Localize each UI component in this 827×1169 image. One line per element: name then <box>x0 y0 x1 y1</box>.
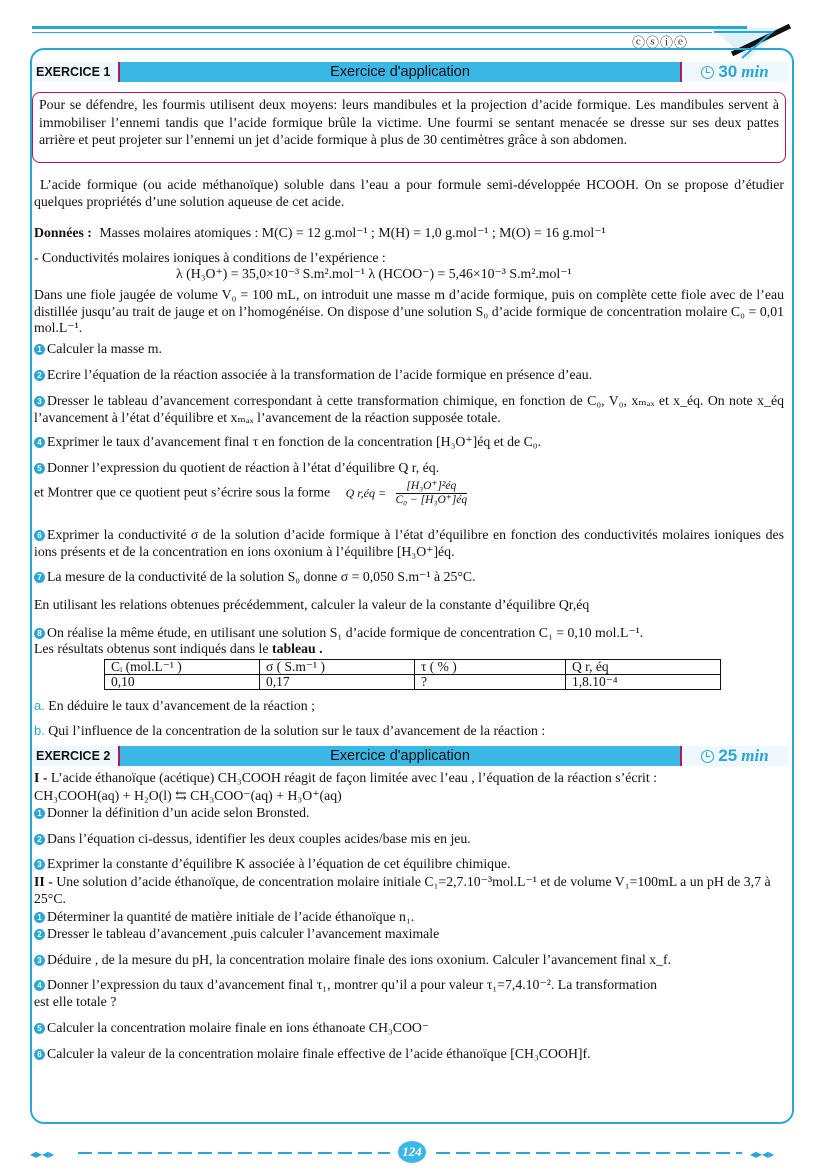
cond-title: - Conductivités molaires ioniques à conditions de l’expérience : <box>34 250 386 265</box>
part-II-label: II - <box>34 874 53 889</box>
table-cell: 0,10 <box>105 675 260 690</box>
header-rule <box>32 26 747 29</box>
bullet-6-icon: 6 <box>34 530 45 541</box>
bullet-1-icon: 1 <box>34 344 45 355</box>
bullet-3-icon: 3 <box>34 859 45 870</box>
question-4-text: Exprimer le taux d’avancement final τ en fonction de la concentration [H₃O⁺]éq et de C₀. <box>47 434 542 449</box>
masses-text: Masses molaires atomiques : M(C) = 12 g.mol⁻¹ ; M(H) = 1,0 g.mol⁻¹ ; M(O) = 16 g.mol⁻¹ <box>99 225 606 240</box>
time-value: 25 <box>718 746 738 765</box>
results-table <box>104 659 721 690</box>
ex2-part-2 <box>34 874 784 907</box>
clock-icon <box>701 750 714 763</box>
ex2-question-3-text: Exprimer la constante d’équilibre K associée à l’équation de cet équilibre chimique. <box>47 856 511 871</box>
footer-arrows-right-icon: ◂▸◂▸ <box>750 1147 775 1161</box>
ex2-equation: CH₃COOH(aq) + H₂O(l) ⇆ CH₃COO⁻(aq) + H₃O⁺(aq) <box>34 788 342 803</box>
bullet-3-icon: 3 <box>34 396 45 407</box>
question-1 <box>34 341 784 358</box>
question-2-text: Ecrire l’équation de la réaction associée à la transformation de l’acide formique en présence d’eau. <box>47 367 593 382</box>
footer-rule-right <box>436 1152 742 1154</box>
ex2-question-II-1 <box>34 909 784 926</box>
bullet-4-icon: 4 <box>34 980 45 991</box>
part-II-text: Une solution d’acide éthanoïque, de concentration molaire initiale C₁=2,7.10⁻³mol.L⁻¹ et de volume V₁=100mL a un pH de 3,7 à 25°C. <box>34 874 771 906</box>
bullet-7-icon: 7 <box>34 572 45 583</box>
table-header-cell: σ ( S.m⁻¹ ) <box>260 660 415 675</box>
ex1-donnees <box>34 225 784 242</box>
item-a-marker: a. <box>34 698 45 713</box>
cond-values: λ (H₃O⁺) = 35,0×10⁻³ S.m².mol⁻¹ λ (HCOO⁻) = 5,46×10⁻³ S.m².mol⁻¹ <box>176 266 572 281</box>
footer-arrows-left-icon: ◂▸◂▸ <box>30 1147 55 1161</box>
table-cell: ? <box>415 675 566 690</box>
question-5 <box>34 460 784 477</box>
question-4 <box>34 434 784 451</box>
footer-rule-left <box>78 1152 390 1154</box>
bullet-2-icon: 2 <box>34 929 45 940</box>
exercise-1-header <box>32 62 788 82</box>
exercise-1-time <box>680 62 788 82</box>
bullet-4-icon: 4 <box>34 437 45 448</box>
time-value: 30 <box>718 62 738 81</box>
ex2-question-II-3 <box>34 952 784 969</box>
question-6 <box>34 527 784 560</box>
ex2-question-2 <box>34 831 784 848</box>
formula-lhs: Q r,éq = <box>345 486 387 501</box>
table-header-cell: Cᵢ (mol.L⁻¹ ) <box>105 660 260 675</box>
exercise-1-intro-box: Pour se défendre, les fourmis utilisent deux moyens: leurs mandibules et la projection d’acide formique. Les mandibules servent à immobiliser l’ennemi tandis que l’acide formique brûle la victime. Une fourmi se sentant menacée se dresse sur ses deux pattes arrière et peut projeter sur l’ennemi un jet d’acide formique à plus de 30 centimètres grâce à son abdomen. <box>32 92 786 163</box>
part-I-label: I - <box>34 770 48 785</box>
table-header-row <box>105 660 721 675</box>
question-8b-bold: tableau . <box>271 641 323 656</box>
exercise-2-time <box>680 746 788 766</box>
formula-denominator: C₀ − [H₃O⁺]éq <box>395 494 468 506</box>
table-cell: 1,8.10⁻⁴ <box>566 675 721 690</box>
bullet-2-icon: 2 <box>34 370 45 381</box>
question-5b-text: et Montrer que ce quotient peut s’écrire sous la forme <box>34 484 331 500</box>
donnees-label: Données : <box>34 225 92 240</box>
ex2-question-II-3-text: Déduire , de la mesure du pH, la concentration molaire finale des ions oxonium. Calculer l’avancement final x_f. <box>47 952 672 967</box>
question-a <box>34 698 784 715</box>
table-header-cell: τ ( % ) <box>415 660 566 675</box>
question-8b-text: Les résultats obtenus sont indiqués dans le <box>34 641 269 656</box>
bullet-5-icon: 5 <box>34 463 45 474</box>
ex2-question-3 <box>34 856 784 873</box>
page-number: 124 <box>398 1141 426 1163</box>
ex2-question-II-5 <box>34 1020 784 1037</box>
bullet-2-icon: 2 <box>34 834 45 845</box>
exercise-2-title: Exercice d'application <box>330 748 470 764</box>
item-b-marker: b. <box>34 723 45 738</box>
header-rule-thin <box>32 32 712 33</box>
part-I-text: L’acide éthanoïque (acétique) CH₃COOH réagit de façon limitée avec l’eau , l’équation de la réaction s’écrit : <box>50 770 657 785</box>
ex2-question-II-2 <box>34 926 784 943</box>
question-7b: En utilisant les relations obtenues précédemment, calculer la valeur de la constante d’équilibre Qr,éq <box>34 597 590 612</box>
question-7 <box>34 569 784 586</box>
question-b-text: Qui l’influence de la concentration de la solution sur le taux d’avancement de la réaction : <box>48 723 546 738</box>
time-unit: min <box>741 62 769 81</box>
table-cell: 0,17 <box>260 675 415 690</box>
question-8b <box>34 641 784 658</box>
question-3 <box>34 393 784 426</box>
license-badge: ⓒⓢⓘⓔ <box>632 36 689 51</box>
question-5b <box>34 480 784 507</box>
bullet-8-icon: 8 <box>34 628 45 639</box>
ex2-part-1 <box>34 770 784 787</box>
question-5-text: Donner l’expression du quotient de réaction à l’état d’équilibre Q r, éq. <box>47 460 440 475</box>
question-2 <box>34 367 784 384</box>
question-7-text: La mesure de la conductivité de la solution S₀ donne σ = 0,050 S.m⁻¹ à 25°C. <box>47 569 476 584</box>
question-8 <box>34 625 784 642</box>
question-b <box>34 723 784 740</box>
bullet-5-icon: 5 <box>34 1023 45 1034</box>
formula-numerator: [H₃O⁺]²éq <box>396 480 468 494</box>
question-1-text: Calculer la masse m. <box>47 341 162 356</box>
question-a-text: En déduire le taux d’avancement de la réaction ; <box>48 698 315 713</box>
exercise-1-title: Exercice d'application <box>330 64 470 80</box>
question-6-text: Exprimer la conductivité σ de la solution d’acide formique à l’état d’équilibre en fonction des conductivités molaires ioniques des ions présents et de la concentration en ions oxonium à l’équilibre [H₃O⁺]éq. <box>34 527 784 559</box>
table-header-cell: Q r, éq <box>566 660 721 675</box>
ex2-question-II-4-text: Donner l’expression du taux d’avancement final τ₁, montrer qu’il a pour valeur τ₁=7,4.10⁻². La transformation est elle totale ? <box>34 977 658 1009</box>
ex2-question-1 <box>34 805 784 822</box>
ex2-question-II-6-text: Calculer la valeur de la concentration molaire finale effective de l’acide éthanoïque [CH₃COOH]f. <box>47 1046 591 1061</box>
ex2-question-II-6 <box>34 1046 784 1063</box>
bullet-6-icon: 6 <box>34 1049 45 1060</box>
formula-fraction <box>396 480 468 507</box>
exercise-2-label: EXERCICE 2 <box>32 746 120 766</box>
ex1-paragraph-2: Dans une fiole jaugée de volume V₀ = 100 mL, on introduit une masse m d’acide formique, puis on complète cette fiole avec de l’eau distillée jusqu’au trait de jauge et on l’homogénéise. On dispose d’une solution S₀ d’acide formique de concentration molaire C₀ = 0,01 mol.L⁻¹. <box>34 287 784 335</box>
exercise-2-header <box>32 746 788 766</box>
clock-icon <box>701 66 714 79</box>
question-3-text: Dresser le tableau d’avancement correspondant à cette transformation chimique, en fonction de C₀, V₀, xₘₐₓ et x_éq. On note x_éq l’avancement à l’état d’équilibre et xₘₐₓ l’avancement de la réaction supposée totale. <box>34 393 784 425</box>
time-unit: min <box>741 746 769 765</box>
bullet-3-icon: 3 <box>34 955 45 966</box>
ex2-question-II-4 <box>34 977 674 1010</box>
ex2-question-1-text: Donner la définition d’un acide selon Bronsted. <box>47 805 310 820</box>
question-8-text: On réalise la même étude, en utilisant une solution S₁ d’acide formique de concentration C₁ = 0,10 mol.L⁻¹. <box>47 625 644 640</box>
bullet-1-icon: 1 <box>34 808 45 819</box>
ex2-question-II-5-text: Calculer la concentration molaire finale en ions éthanoate CH₃COO⁻ <box>47 1020 430 1035</box>
ex1-paragraph-1: L’acide formique (ou acide méthanoïque) soluble dans l’eau a pour formule semi-développée HCOOH. On se propose d’étudier quelques propriétés d’une solution aqueuse de cet acide. <box>34 177 784 209</box>
table-row <box>105 675 721 690</box>
ex2-question-II-1-text: Déterminer la quantité de matière initiale de l’acide éthanoïque n₁. <box>47 909 415 924</box>
exercise-1-label: EXERCICE 1 <box>32 62 120 82</box>
ex2-question-II-2-text: Dresser le tableau d’avancement ,puis calculer l’avancement maximale <box>47 926 440 941</box>
ex2-question-2-text: Dans l’équation ci-dessus, identifier les deux couples acides/base mis en jeu. <box>47 831 471 846</box>
bullet-1-icon: 1 <box>34 912 45 923</box>
